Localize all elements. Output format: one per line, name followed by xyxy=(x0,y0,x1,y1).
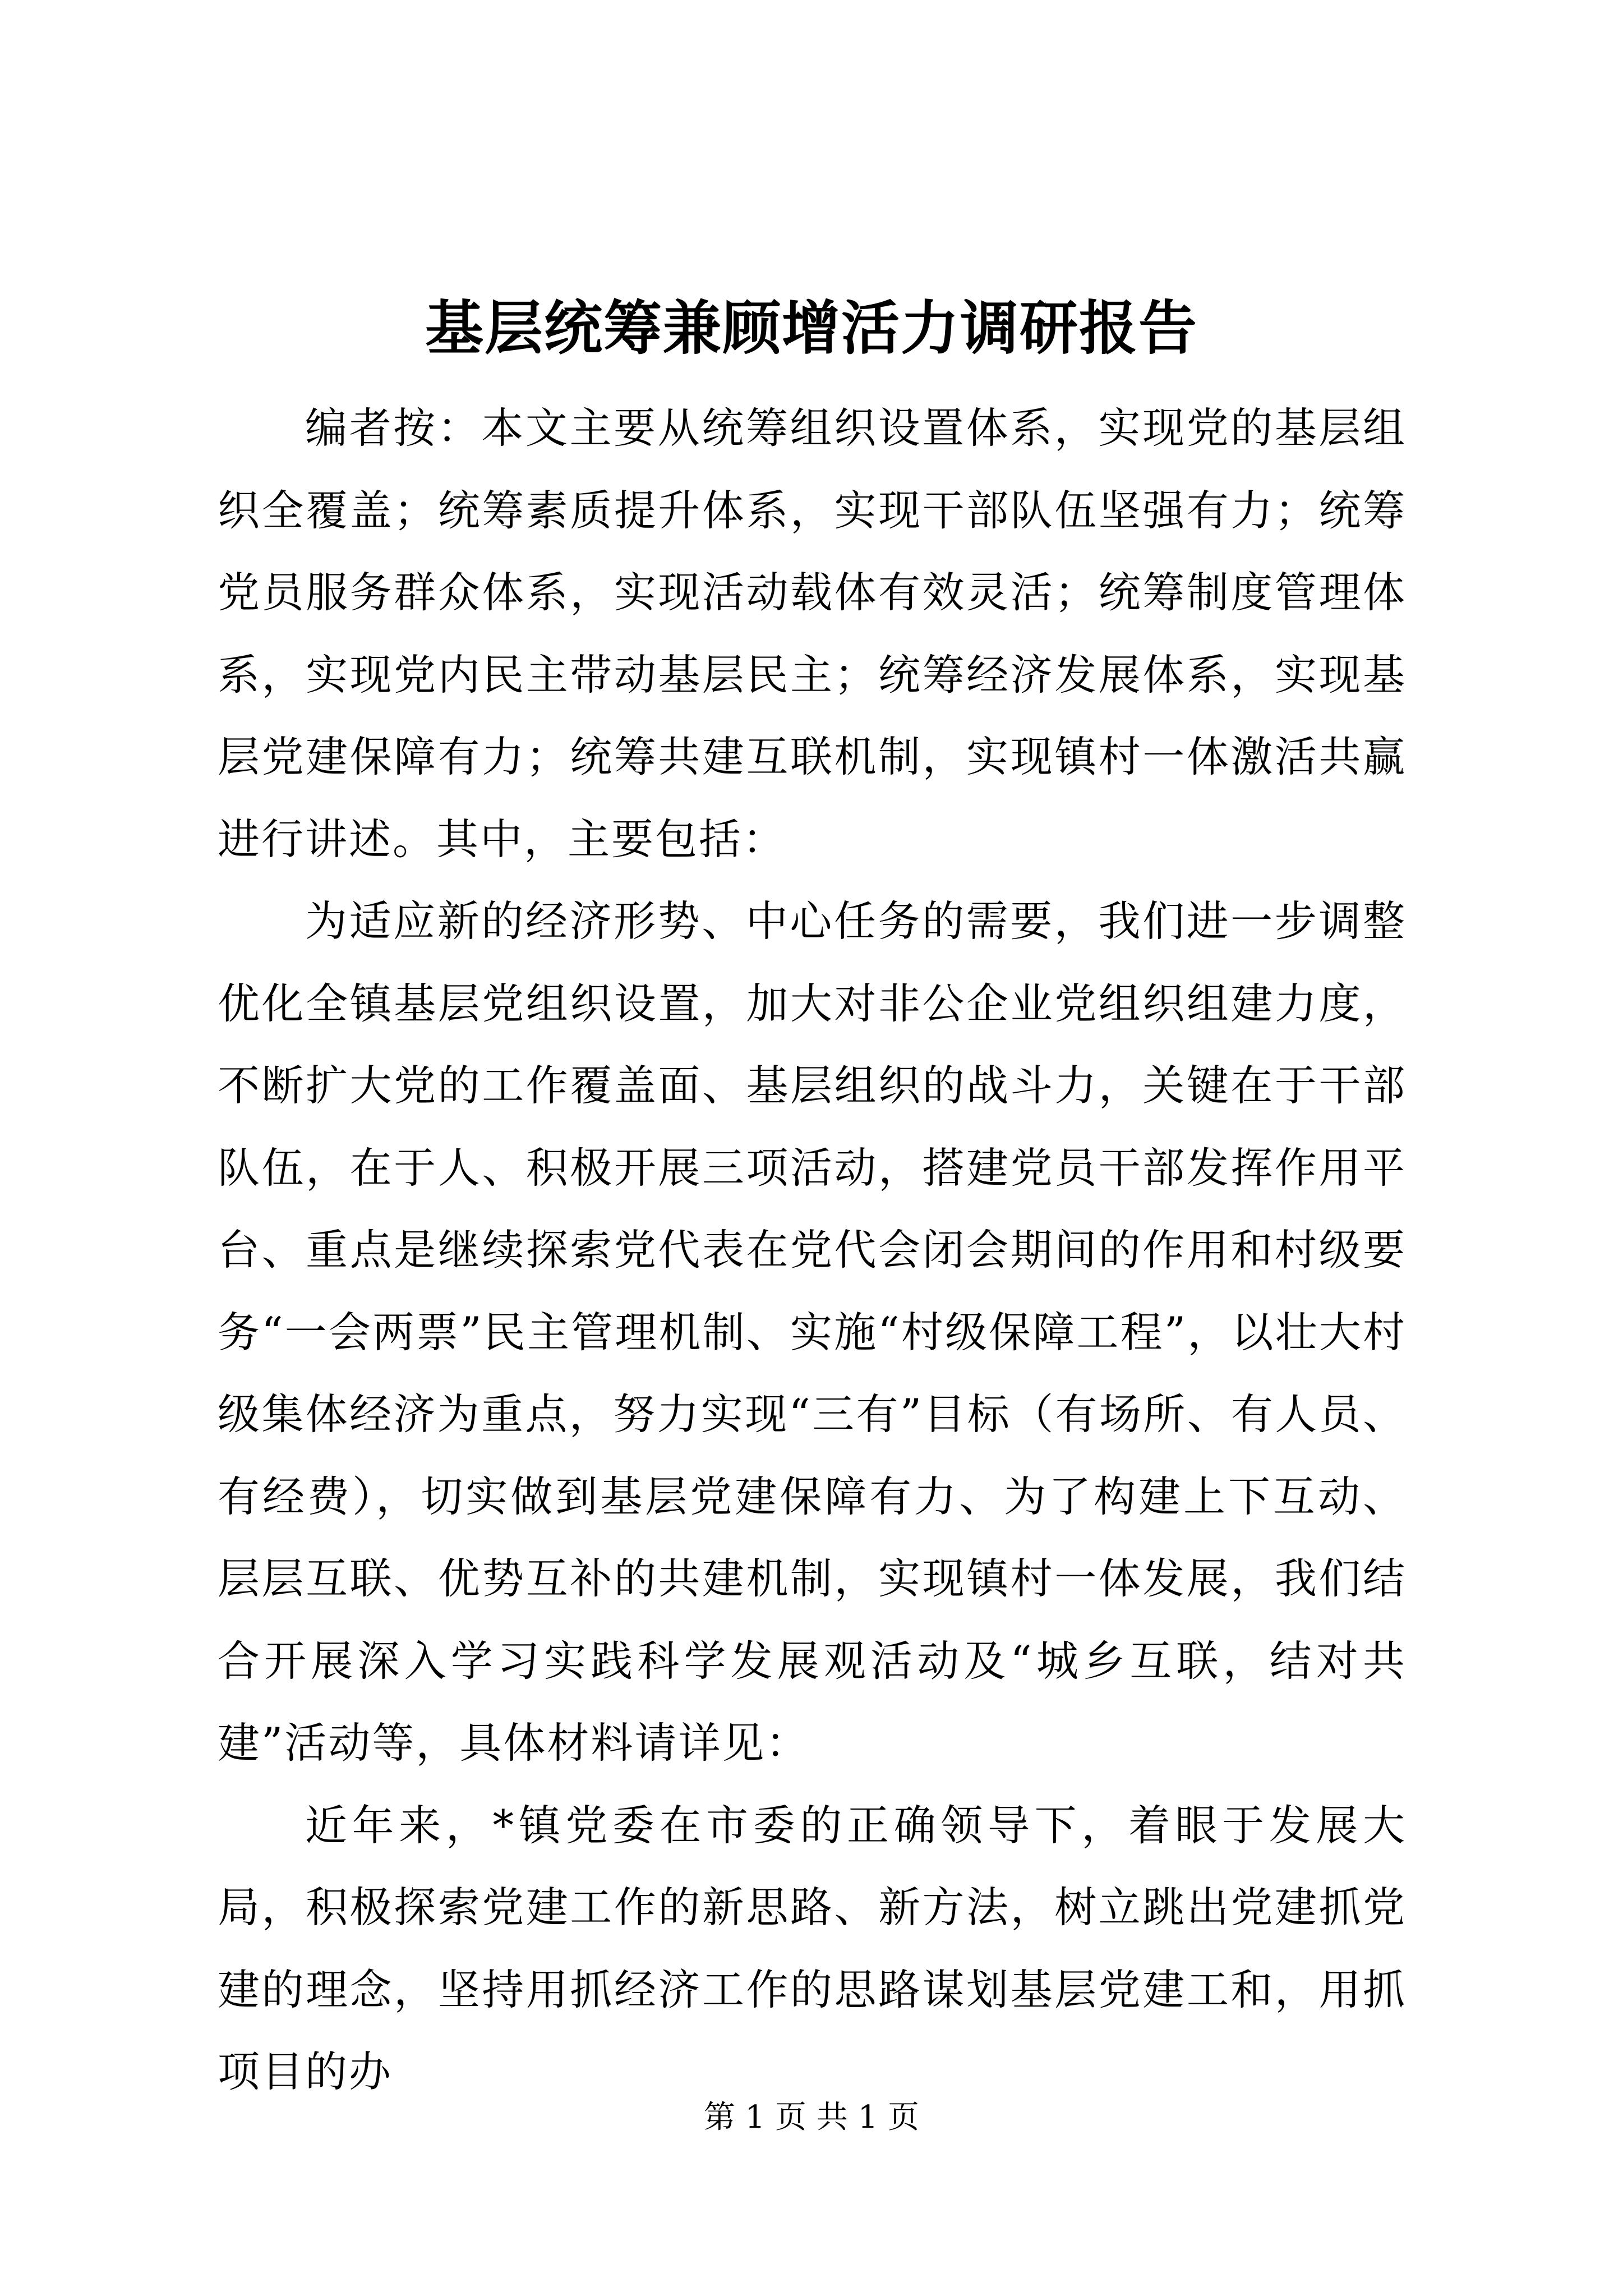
paragraph-recent-years: 近年来，*镇党委在市委的正确领导下，着眼于发展大局，积极探索党建工作的新思路、新方法，树立跳出党建抓党建的理念，坚持用抓经济工作的思路谋划基层党建工和，用抓项目的办 xyxy=(218,1800,1407,2096)
document-body xyxy=(218,387,1407,2113)
page-footer: 第 1 页 共 1 页 xyxy=(703,2099,920,2136)
document-title: 基层统筹兼顾增活力调研报告 xyxy=(425,293,1198,362)
paragraph-organization-setup: 为适应新的经济形势、中心任务的需要，我们进一步调整优化全镇基层党组织设置，加大对非公企业党组织组建力度，不断扩大党的工作覆盖面、基层组织的战斗力，关键在于干部队伍，在于人、积极开展三项活动，搭建党员干部发挥作用平台、重点是继续探索党代表在党代会闭会期间的作用和村级要务“一会两票”民主管理机制、实施“村级保障工程”，以壮大村级集体经济为重点，努力实现“三有”目标（有场所、有人员、有经费），切实做到基层党建保障有力、为了构建上下互动、层层互联、优势互补的共建机制，实现镇村一体发展，我们结合开展深入学习实践科学发展观活动及“城乡互联，结对共建”活动等，具体材料请详见： xyxy=(218,896,1407,1768)
paragraph-editor-note: 编者按：本文主要从统筹组织设置体系，实现党的基层组织全覆盖；统筹素质提升体系，实现干部队伍坚强有力；统筹党员服务群众体系，实现活动载体有效灵活；统筹制度管理体系，实现党内民主带动基层民主；统筹经济发展体系，实现基层党建保障有力；统筹共建互联机制，实现镇村一体激活共赢进行讲述。其中，主要包括： xyxy=(218,403,1407,864)
